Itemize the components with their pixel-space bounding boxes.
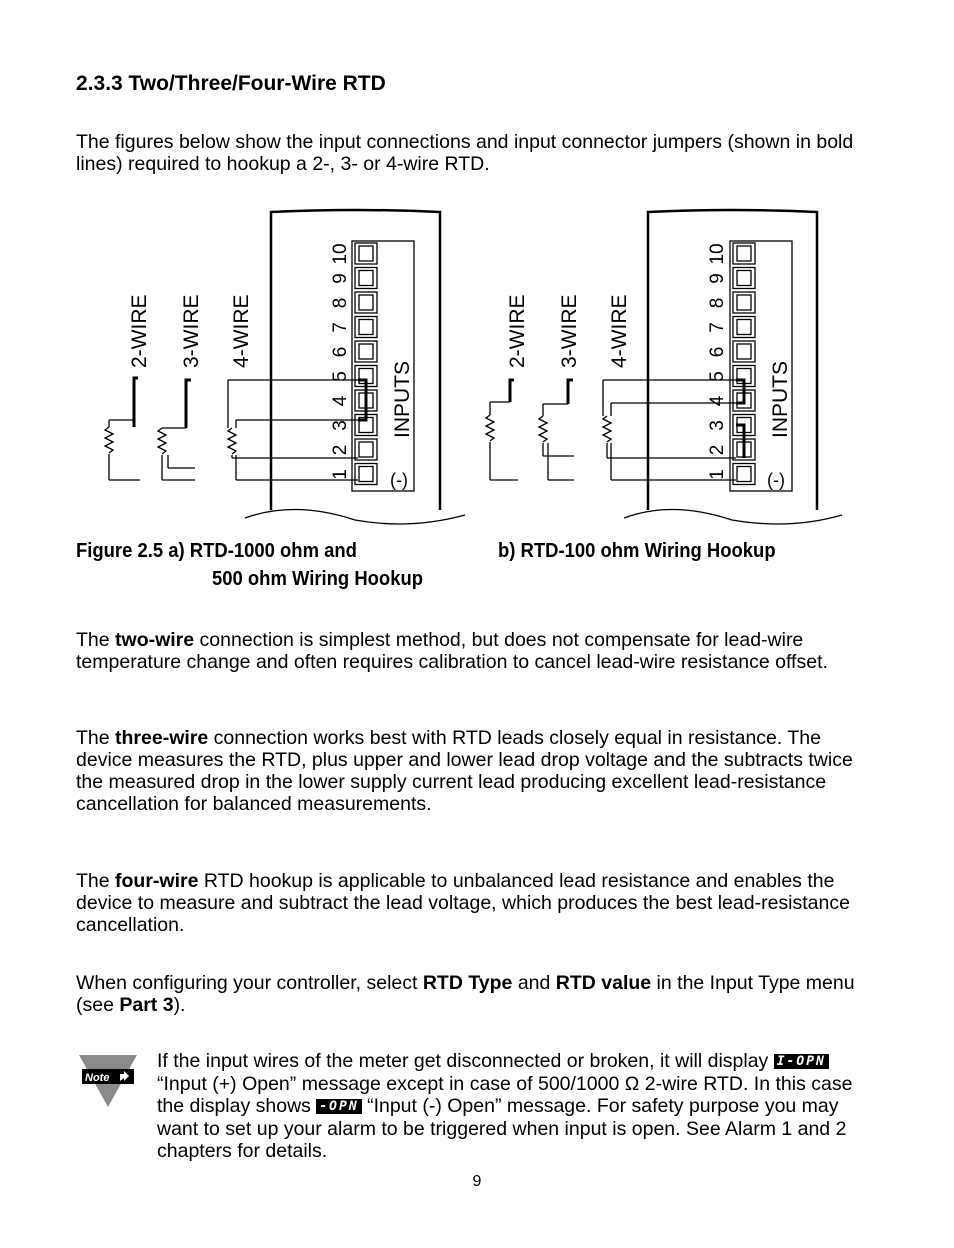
text-run: connection works best with RTD leads closely equal in resistance. The device measures the RTD, plus upper and lower lead drop voltage and the subtracts twice the measured drop in the lower supply current lead producing excellent lead-resistance cancellation for balanced measurements. bbox=[76, 727, 853, 815]
four-wire-paragraph bbox=[76, 870, 876, 936]
page-number: 9 bbox=[472, 1173, 482, 1190]
note-paragraph bbox=[157, 1050, 877, 1163]
b-terminal-number-3: 3 bbox=[707, 420, 729, 431]
a-terminal-number-6: 6 bbox=[330, 346, 352, 358]
diagram-b bbox=[486, 210, 842, 524]
lcd-input-plus-open: I-OPN bbox=[774, 1054, 829, 1069]
b-terminal-screw-6 bbox=[737, 344, 751, 359]
b-terminal-number-9: 9 bbox=[707, 273, 729, 284]
b-terminal-number-7: 7 bbox=[707, 322, 729, 333]
figure-caption-a-line2: 500 ohm Wiring Hookup bbox=[212, 567, 424, 590]
terminal-block-b bbox=[707, 243, 755, 485]
text-run: ). bbox=[173, 994, 186, 1016]
minus-label-a: (-) bbox=[390, 470, 408, 490]
text-run: connection is simplest method, but does not compensate for lead-wire temperature change and often requires calibration to cancel lead-wire resistance offset. bbox=[76, 629, 828, 673]
terminal-block-a bbox=[330, 243, 377, 485]
wire-label-3wire-b: 3-WIRE bbox=[558, 294, 581, 368]
a-terminal-number-9: 9 bbox=[330, 273, 352, 284]
b-terminal-screw-8 bbox=[737, 295, 751, 310]
b-terminal-screw-10 bbox=[737, 246, 751, 261]
text-run: and bbox=[512, 972, 556, 994]
a-terminal-number-1: 1 bbox=[330, 469, 352, 480]
a-terminal-screw-1 bbox=[359, 467, 373, 482]
text-run: When configuring your controller, select bbox=[76, 972, 423, 994]
intro-paragraph: The figures below show the input connections and input connector jumpers (shown in bold lines) required to hookup a 2-, 3- or 4-wire RTD. bbox=[76, 131, 854, 175]
note-icon-label: Note bbox=[85, 1072, 110, 1084]
section-heading: 2.3.3 Two/Three/Four-Wire RTD bbox=[76, 72, 386, 95]
b-terminal-number-2: 2 bbox=[707, 444, 729, 456]
diagram-a bbox=[105, 210, 465, 524]
a-terminal-screw-9 bbox=[359, 271, 373, 286]
text-run: The bbox=[76, 629, 116, 651]
a-terminal-number-8: 8 bbox=[330, 297, 352, 309]
inputs-label-b: INPUTS bbox=[769, 360, 792, 438]
text-run: in the Input Type menu (see bbox=[76, 972, 855, 1016]
bold-term: two-wire bbox=[115, 629, 195, 651]
wire-label-2wire-a: 2-WIRE bbox=[128, 294, 151, 368]
config-paragraph bbox=[76, 972, 876, 1016]
wire-label-3wire-a: 3-WIRE bbox=[180, 294, 203, 368]
a-terminal-number-7: 7 bbox=[330, 322, 352, 333]
b-terminal-screw-1 bbox=[737, 467, 751, 482]
a-terminal-number-3: 3 bbox=[330, 420, 352, 431]
a-terminal-number-2: 2 bbox=[330, 444, 352, 456]
text-run: The bbox=[76, 727, 116, 749]
wire-label-4wire-b: 4-WIRE bbox=[608, 294, 631, 368]
wire-label-4wire-a: 4-WIRE bbox=[230, 294, 253, 368]
inputs-label-a: INPUTS bbox=[391, 360, 414, 438]
b-terminal-number-6: 6 bbox=[707, 346, 729, 358]
a-terminal-screw-2 bbox=[359, 442, 373, 457]
bold-term: three-wire bbox=[115, 727, 209, 749]
figure-caption-a-line1: Figure 2.5 a) RTD-1000 ohm and bbox=[76, 539, 357, 562]
b-terminal-screw-9 bbox=[737, 271, 751, 286]
minus-label-b: (-) bbox=[767, 470, 785, 490]
b-terminal-number-8: 8 bbox=[707, 297, 729, 309]
a-terminal-screw-7 bbox=[359, 320, 373, 335]
a-terminal-number-4: 4 bbox=[330, 395, 352, 407]
wire-label-2wire-b: 2-WIRE bbox=[506, 294, 529, 368]
text-run: If the input wires of the meter get disconnected or broken, it will display bbox=[157, 1050, 774, 1072]
b-terminal-number-1: 1 bbox=[707, 469, 729, 480]
a-terminal-screw-8 bbox=[359, 295, 373, 310]
b-terminal-number-4: 4 bbox=[707, 395, 729, 407]
bold-term: Part 3 bbox=[119, 994, 174, 1016]
a-terminal-number-5: 5 bbox=[330, 371, 352, 382]
a-terminal-screw-10 bbox=[359, 246, 373, 261]
three-wire-paragraph bbox=[76, 727, 876, 815]
bold-term: RTD Type bbox=[422, 972, 513, 994]
two-wire-paragraph bbox=[76, 629, 876, 673]
text-run: The bbox=[76, 870, 116, 892]
text-run: RTD hookup is applicable to unbalanced lead resistance and enables the device to measure and subtract the lead voltage, which produces the best lead-resistance cancellation. bbox=[76, 870, 850, 936]
bold-term: RTD value bbox=[555, 972, 652, 994]
rtd-wiring-diagram bbox=[0, 200, 954, 540]
lcd-input-minus-open: -OPN bbox=[316, 1099, 361, 1114]
b-terminal-screw-7 bbox=[737, 320, 751, 335]
a-terminal-number-10: 10 bbox=[330, 243, 352, 265]
figure-caption-b: b) RTD-100 ohm Wiring Hookup bbox=[498, 539, 776, 562]
a-terminal-screw-6 bbox=[359, 344, 373, 359]
text-run: “Input (-) Open” message. For safety purpose you may want to set up your alarm to be triggered when input is open. See Alarm 1 and 2 chapters for details. bbox=[157, 1095, 847, 1162]
bold-term: four-wire bbox=[115, 870, 199, 892]
b-terminal-number-5: 5 bbox=[707, 371, 729, 382]
text-run: “Input (+) Open” message except in case of 500/1000 Ω 2-wire RTD. In this case the display shows bbox=[157, 1072, 853, 1117]
b-terminal-number-10: 10 bbox=[707, 243, 729, 265]
note-icon bbox=[79, 1055, 139, 1110]
